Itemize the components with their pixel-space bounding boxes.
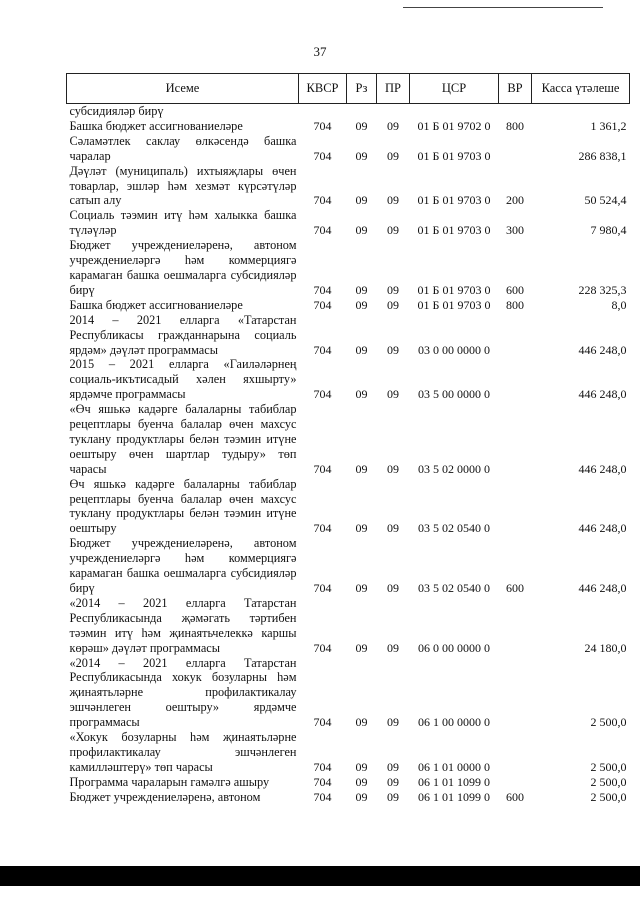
cell-kvsr: 704 bbox=[313, 387, 332, 402]
cell-rz bbox=[347, 104, 377, 119]
cell-kassa: 2 500,0 bbox=[590, 774, 627, 789]
cell-name: «2014 – 2021 елларга Татарстан Республикасында җәмәгать тәртибен тәэмин итү һәм җинаятьчелеккә каршы көрәш» дәүләт программасы bbox=[69, 595, 297, 655]
cell-kvsr: 704 bbox=[313, 223, 332, 238]
cell-kassa: 446 248,0 bbox=[578, 461, 627, 476]
column-header-kassa: Касса үтәлеше bbox=[532, 74, 630, 104]
cell-kassa: 2 500,0 bbox=[590, 715, 627, 730]
cell-csr: 03 5 00 0000 0 bbox=[418, 387, 490, 402]
table-row bbox=[67, 477, 630, 537]
cell-kvsr: 704 bbox=[313, 789, 332, 804]
cell-rz: 09 bbox=[355, 387, 368, 402]
table-row bbox=[67, 208, 630, 238]
cell-name: 2014 – 2021 елларга «Татарстан Республикасы гражданнарына социаль ярдәм» дәүләт программасы bbox=[69, 312, 297, 357]
cell-kvsr: 704 bbox=[313, 759, 332, 774]
table-row bbox=[67, 775, 630, 790]
cell-rz: 09 bbox=[355, 297, 368, 312]
cell-kvsr: 704 bbox=[313, 774, 332, 789]
cell-rz: 09 bbox=[355, 342, 368, 357]
table-row bbox=[67, 238, 630, 298]
cell-kassa: 446 248,0 bbox=[578, 387, 627, 402]
cell-kvsr: 704 bbox=[313, 282, 332, 297]
cell-csr: 06 1 01 1099 0 bbox=[418, 789, 490, 804]
cell-rz: 09 bbox=[355, 581, 368, 595]
cell-kassa: 446 248,0 bbox=[578, 521, 627, 536]
cell-pr bbox=[377, 104, 410, 119]
column-header-rz: Рз bbox=[347, 74, 377, 104]
cell-pr: 09 bbox=[387, 774, 399, 789]
budget-table bbox=[66, 73, 630, 805]
cell-vr: 600 bbox=[506, 581, 524, 595]
cell-kvsr: 704 bbox=[313, 297, 332, 312]
cell-pr: 09 bbox=[387, 282, 399, 297]
table-row bbox=[67, 313, 630, 358]
cell-kassa: 2 500,0 bbox=[590, 759, 627, 774]
cell-kvsr: 704 bbox=[313, 461, 332, 476]
cell-vr: 800 bbox=[506, 297, 524, 312]
column-header-kvsr: КВСР bbox=[299, 74, 347, 104]
cell-pr: 09 bbox=[387, 223, 399, 238]
cell-rz: 09 bbox=[355, 461, 368, 476]
cell-kassa: 2 500,0 bbox=[590, 789, 627, 804]
cell-name: Башка бюджет ассигнованиеләре bbox=[69, 118, 243, 133]
table-body bbox=[67, 104, 630, 805]
cell-kvsr: 704 bbox=[313, 521, 332, 536]
cell-rz: 09 bbox=[355, 118, 368, 133]
cell-name: Дәүләт (муниципаль) ихтыяҗлары өчен товарлар, эшләр һәм хезмәт күрсәтүләр сатып алу bbox=[69, 163, 297, 208]
cell-vr: 300 bbox=[506, 223, 524, 238]
cell-csr: 03 5 02 0540 0 bbox=[418, 521, 490, 536]
cell-kassa: 50 524,4 bbox=[584, 193, 627, 208]
cell-kvsr bbox=[299, 104, 347, 119]
table-row bbox=[67, 790, 630, 805]
cell-kassa: 24 180,0 bbox=[584, 640, 627, 655]
cell-vr: 800 bbox=[506, 118, 524, 133]
cell-vr: 600 bbox=[506, 789, 524, 804]
cell-csr: 01 Б 01 9703 0 bbox=[417, 148, 491, 163]
cell-name: «2014 – 2021 елларга Татарстан Республикасында хокук бозуларны һәм җинаятьләрне профилактикалау эшчәнлеген оештыру» ярдәмче программасы bbox=[69, 655, 297, 730]
table-row bbox=[67, 357, 630, 402]
cell-kvsr: 704 bbox=[313, 193, 332, 208]
cell-kassa: 228 325,3 bbox=[578, 282, 627, 297]
cell-pr: 09 bbox=[387, 118, 399, 133]
cell-name: «Хокук бозуларны һәм җинаятьләрне профилактикалау эшчәнлеген камилләштерү» төп чарасы bbox=[69, 730, 297, 774]
cell-rz: 09 bbox=[355, 282, 368, 297]
header-rule bbox=[403, 7, 603, 8]
cell-csr: 01 Б 01 9703 0 bbox=[417, 297, 491, 312]
table-row bbox=[67, 119, 630, 134]
cell-kassa: 1 361,2 bbox=[590, 118, 627, 133]
cell-csr: 06 1 00 0000 0 bbox=[418, 715, 490, 730]
table-header-row bbox=[67, 74, 630, 104]
column-header-vr: ВР bbox=[499, 74, 532, 104]
cell-name: Бюджет учреждениеләренә, автоном bbox=[69, 789, 261, 804]
table-row bbox=[67, 730, 630, 775]
cell-kvsr: 704 bbox=[313, 118, 332, 133]
cell-csr: 03 0 00 0000 0 bbox=[418, 342, 490, 357]
table-row bbox=[67, 298, 630, 313]
cell-vr bbox=[499, 656, 532, 731]
cell-csr bbox=[410, 104, 499, 119]
cell-name: Башка бюджет ассигнованиеләре bbox=[69, 297, 243, 312]
cell-rz: 09 bbox=[355, 640, 368, 655]
cell-csr: 06 1 01 1099 0 bbox=[418, 774, 490, 789]
cell-name: субсидияләр бирү bbox=[69, 104, 164, 118]
cell-pr: 09 bbox=[387, 581, 399, 595]
cell-csr: 01 Б 01 9703 0 bbox=[417, 282, 491, 297]
cell-pr: 09 bbox=[387, 715, 399, 730]
page-number: 37 bbox=[313, 44, 327, 59]
cell-vr bbox=[499, 104, 532, 119]
table-row bbox=[67, 536, 630, 596]
cell-vr: 200 bbox=[506, 193, 524, 208]
cell-csr: 01 Б 01 9702 0 bbox=[417, 118, 491, 133]
table-row bbox=[67, 402, 630, 477]
cell-name: Сәламәтлек саклау өлкәсендә башка чаралар bbox=[69, 133, 297, 163]
cell-kassa: 7 980,4 bbox=[590, 223, 627, 238]
cell-rz: 09 bbox=[355, 789, 368, 804]
table-row bbox=[67, 134, 630, 164]
cell-pr: 09 bbox=[387, 193, 399, 208]
cell-name: 2015 – 2021 елларга «Гаиләләрнең социаль-икътисадый хәлен яхшырту» ярдәмче программасы bbox=[69, 357, 297, 402]
cell-kassa: 8,0 bbox=[611, 297, 627, 312]
cell-vr bbox=[499, 596, 532, 656]
cell-pr: 09 bbox=[387, 387, 399, 402]
cell-vr bbox=[499, 357, 532, 402]
cell-name: Өч яшькә кадәрге балаларны табиблар рецептлары буенча балалар өчен махсус туклану продуктлары белән тәэмин итүне оештыру bbox=[69, 476, 297, 536]
cell-kvsr: 704 bbox=[313, 148, 332, 163]
cell-pr: 09 bbox=[387, 461, 399, 476]
cell-rz: 09 bbox=[355, 193, 368, 208]
cell-pr: 09 bbox=[387, 789, 399, 804]
cell-kassa: 446 248,0 bbox=[578, 581, 627, 595]
cell-pr: 09 bbox=[387, 521, 399, 536]
cell-csr: 03 5 02 0540 0 bbox=[418, 581, 490, 595]
cell-vr bbox=[499, 477, 532, 537]
table-row bbox=[67, 596, 630, 656]
cell-rz: 09 bbox=[355, 148, 368, 163]
cell-kvsr: 704 bbox=[313, 342, 332, 357]
cell-csr: 01 Б 01 9703 0 bbox=[417, 223, 491, 238]
cell-csr: 01 Б 01 9703 0 bbox=[417, 193, 491, 208]
cell-csr: 06 0 00 0000 0 bbox=[418, 640, 490, 655]
cell-kassa: 446 248,0 bbox=[578, 342, 627, 357]
cell-rz: 09 bbox=[355, 759, 368, 774]
cell-rz: 09 bbox=[355, 774, 368, 789]
table-row bbox=[67, 104, 630, 119]
column-header-csr: ЦСР bbox=[410, 74, 499, 104]
scan-border-bar bbox=[0, 866, 640, 886]
cell-pr: 09 bbox=[387, 148, 399, 163]
table-row bbox=[67, 656, 630, 731]
table-row bbox=[67, 164, 630, 209]
cell-rz: 09 bbox=[355, 223, 368, 238]
cell-vr bbox=[499, 730, 532, 775]
column-header-name: Исеме bbox=[67, 74, 299, 104]
cell-kvsr: 704 bbox=[313, 715, 332, 730]
cell-vr bbox=[499, 313, 532, 358]
cell-vr: 600 bbox=[506, 282, 524, 297]
cell-name: Социаль тәэмин итү һәм халыкка башка түләүләр bbox=[69, 208, 297, 238]
cell-pr: 09 bbox=[387, 759, 399, 774]
cell-vr bbox=[499, 402, 532, 477]
cell-kassa: 286 838,1 bbox=[578, 148, 627, 163]
cell-kassa bbox=[532, 104, 630, 119]
cell-vr bbox=[499, 134, 532, 164]
cell-rz: 09 bbox=[355, 521, 368, 536]
cell-csr: 06 1 01 0000 0 bbox=[418, 759, 490, 774]
cell-vr bbox=[499, 775, 532, 790]
cell-kvsr: 704 bbox=[313, 640, 332, 655]
cell-pr: 09 bbox=[387, 342, 399, 357]
cell-pr: 09 bbox=[387, 297, 399, 312]
cell-rz: 09 bbox=[355, 715, 368, 730]
cell-name: Программа чараларын гамәлгә ашыру bbox=[69, 774, 270, 789]
cell-pr: 09 bbox=[387, 640, 399, 655]
cell-kvsr: 704 bbox=[313, 581, 332, 595]
cell-csr: 03 5 02 0000 0 bbox=[418, 461, 490, 476]
column-header-pr: ПР bbox=[377, 74, 410, 104]
cell-name: «Өч яшькә кадәрге балаларны табиблар рецептлары буенча балалар өчен махсус туклану продуктлары белән тәэмин итүне оештыру өчен шартлар тудыру» төп чарасы bbox=[69, 402, 297, 476]
cell-name: Бюджет учреждениеләренә, автоном учреждениеләргә һәм коммерциягә карамаган башка оешмаларга субсидияләр бирү bbox=[69, 238, 297, 297]
cell-name: Бюджет учреждениеләренә, автоном учреждениеләргә һәм коммерциягә карамаган башка оешмаларга субсидияләр бирү bbox=[69, 536, 297, 595]
